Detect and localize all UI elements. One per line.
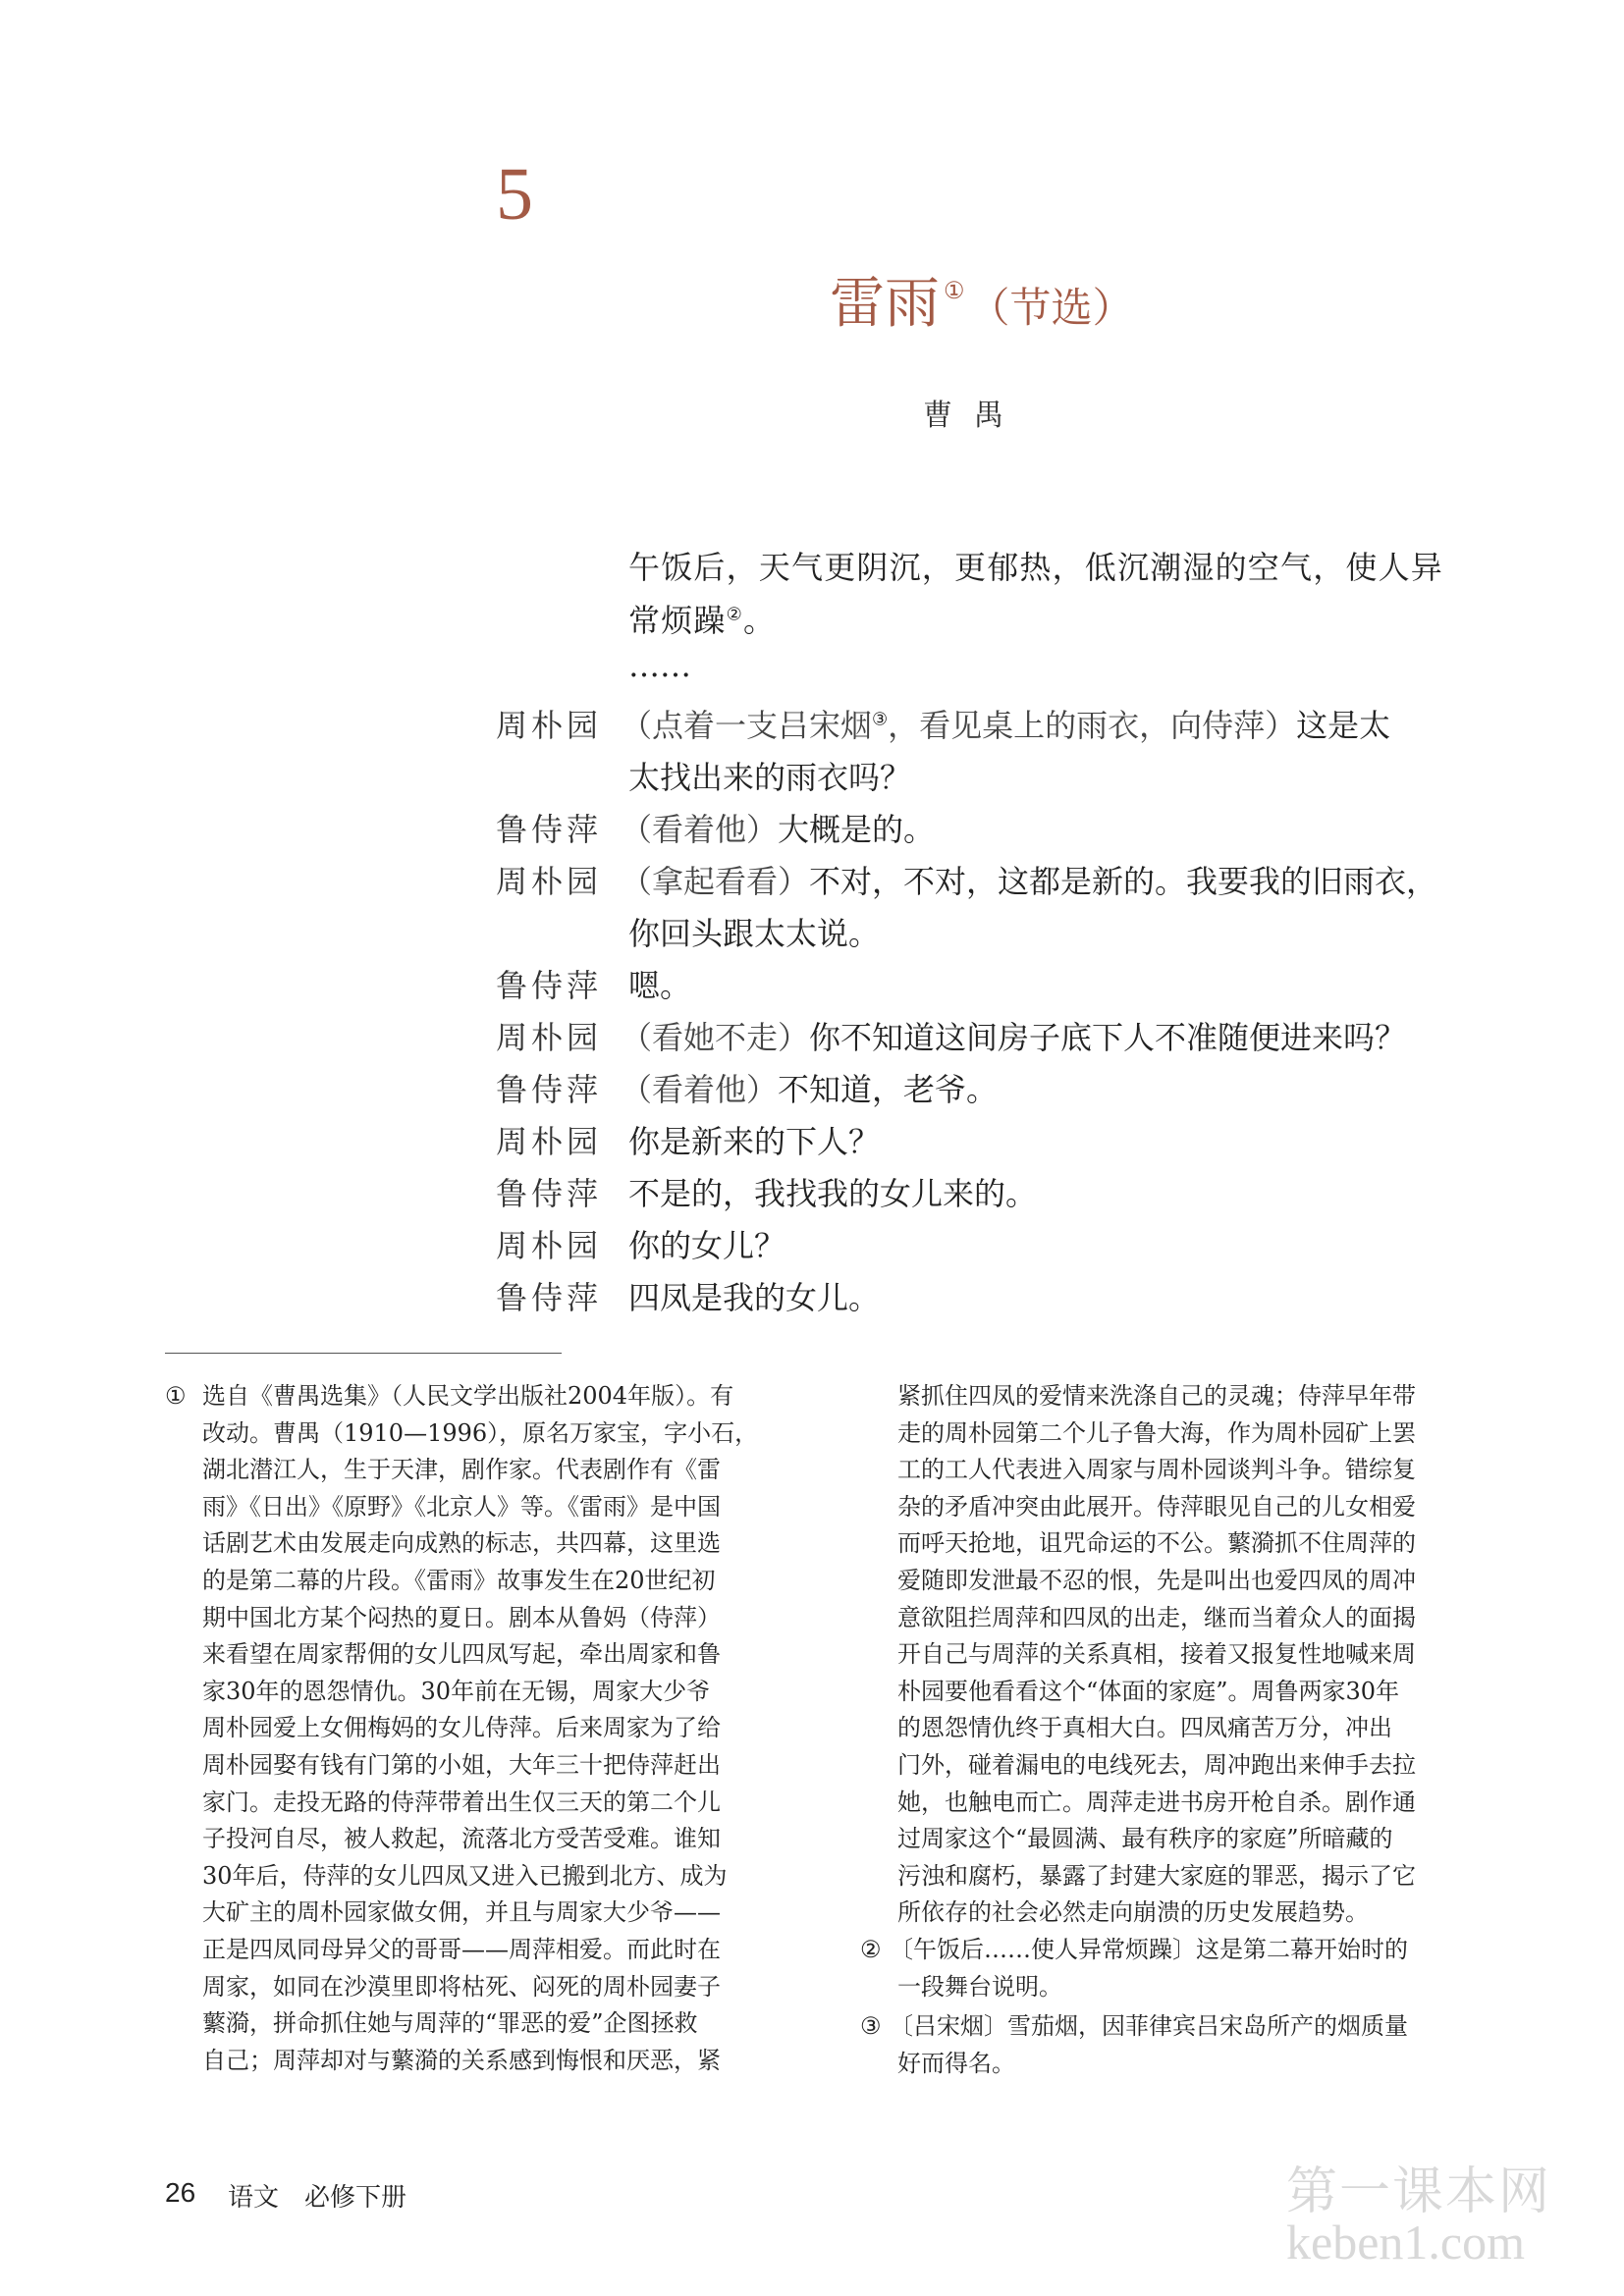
speaker-name: 鲁侍萍 [496,1279,603,1316]
footnote-line: 一段舞台说明。 [897,1973,1062,2001]
footnote-line: 爱随即发泄最不忍的恨，先是叫出也爱四凤的周冲 [897,1566,1416,1594]
footnote-number: ③ [860,2012,882,2040]
footnote-line: 自己；周萍却对与蘩漪的关系感到悔恨和厌恶，紧 [202,2046,721,2074]
footnote-line: 雨》《日出》《原野》《北京人》等。《雷雨》是中国 [202,1492,721,1521]
stage-direction: （看着他） [621,1071,779,1108]
dialogue-line [628,1175,1038,1212]
dialogue-line [621,811,936,848]
footnote-line: 子投河自尽，被人救起，流落北方受苦受难。谁知 [202,1825,721,1853]
dialogue-line [628,1279,881,1316]
dialogue-line [621,707,1391,744]
author-name: 曹禺 [923,399,1025,433]
speaker-name: 周朴园 [496,1123,603,1160]
footnote-line: 家门。走投无路的侍萍带着出生仅三天的第二个儿 [202,1788,721,1816]
footnote-line: 30年后，侍萍的女儿四凤又进入已搬到北方、成为 [202,1861,728,1890]
footnote-line: 她，也触电而亡。周萍走进书房开枪自杀。剧作通 [897,1788,1416,1816]
footnote-marker: ③ [872,709,889,730]
ellipsis: …… [628,647,691,684]
title-footnote-marker: ① [944,277,965,304]
footnote-line: 大矿主的周朴园家做女佣，并且与周家大少爷—— [202,1898,721,1927]
page-number: 26 [165,2177,196,2208]
dialogue-text: 四凤是我的女儿。 [628,1279,881,1316]
dialogue-text: 你的女儿？ [628,1227,786,1264]
dialogue-text: 不对，不对，这都是新的。我要我的旧雨衣， [809,863,1438,900]
footnote-line: 改动。曹禺（1910—1996），原名万家宝，字小石， [202,1418,759,1447]
watermark-text: 第一课本网 [1286,2163,1552,2221]
stage-direction-line [628,602,777,639]
footnote-line: 周朴园娶有钱有门第的小姐，大年三十把侍萍赶出 [202,1750,721,1779]
lesson-number: 5 [496,153,533,236]
dialogue-line [621,1071,999,1108]
footnote-line: 而呼天抢地，诅咒命运的不公。蘩漪抓不住周萍的 [897,1529,1416,1558]
footnote-line: 蘩漪，拼命抓住她与周萍的“罪恶的爱”企图拯救 [202,2009,698,2038]
footnote-line: 污浊和腐朽，暴露了封建大家庭的罪恶，揭示了它 [897,1861,1416,1890]
footnote-line: 正是四凤同母异父的哥哥——周萍相爱。而此时在 [202,1935,721,1963]
footnote-line: 走的周朴园第二个儿子鲁大海，作为周朴园矿上罢 [897,1418,1416,1447]
footnote-line: 杂的矛盾冲突由此展开。侍萍眼见自己的儿女相爱 [897,1492,1416,1521]
footnote-line: 门外，碰着漏电的电线死去，周冲跑出来伸手去拉 [897,1750,1416,1779]
footnote-right-column [897,1378,1416,1932]
dialogue-text: 不是的，我找我的女儿来的。 [628,1175,1038,1212]
footnote-line: 话剧艺术由发展走向成熟的标志，共四幕，这里选 [202,1529,721,1558]
footnote-line: 家30年的恩怨情仇。30年前在无锡，周家大少爷 [202,1677,711,1705]
dialogue-line [628,1227,786,1264]
stage-direction-text: 常烦躁 [628,602,727,639]
dialogue-line [621,1019,1407,1056]
footnote-line: 的恩怨情仇终于真相大白。四凤痛苦万分，冲出 [897,1714,1392,1742]
speaker-name: 周朴园 [496,1019,603,1056]
footnote-line: 紧抓住四凤的爱情来洗涤自己的灵魂；侍萍早年带 [897,1382,1416,1410]
dialogue-continuation: 太找出来的雨衣吗？ [628,759,912,796]
title-text: 雷雨 [830,272,940,336]
footnote-line: 〔吕宋烟〕雪茄烟，因菲律宾吕宋岛所产的烟质量 [890,2012,1408,2040]
lesson-title [830,272,1134,336]
footnote-line: 的是第二幕的片段。《雷雨》故事发生在20世纪初 [202,1566,716,1594]
watermark-url: keben1.com [1286,2215,1525,2269]
footnote-line: 周家，如同在沙漠里即将枯死、闷死的周朴园妻子 [202,1972,721,2001]
stage-direction-line: 午饭后，天气更阴沉，更郁热，低沉潮湿的空气，使人异 [628,549,1444,586]
footnote-line: 过周家这个“最圆满、最有秩序的家庭”所暗藏的 [897,1825,1393,1853]
dialogue-continuation: 你回头跟太太说。 [628,915,881,952]
speaker-name: 周朴园 [496,863,603,900]
footnote-divider [165,1353,562,1354]
stage-direction: （拿起看看） [621,863,810,900]
stage-direction: （看着他） [621,811,779,848]
footnote-line: 工的工人代表进入周家与周朴园谈判斗争。错综复 [897,1456,1416,1484]
speaker-name: 鲁侍萍 [496,811,603,848]
footnote-line: 来看望在周家帮佣的女儿四凤写起，牵出周家和鲁 [202,1640,721,1669]
footnote-number: ① [165,1382,187,1410]
footnote-line: 所依存的社会必然走向崩溃的历史发展趋势。 [897,1898,1369,1927]
dialogue-text: 大概是的。 [778,811,936,848]
stage-direction-text: 。 [742,602,777,639]
dialogue-text: 你不知道这间房子底下人不准随便进来吗？ [809,1019,1407,1056]
dialogue-text: 嗯。 [628,967,692,1004]
book-title: 语文 必修下册 [228,2183,407,2213]
stage-direction: （看她不走） [621,1019,810,1056]
speaker-name: 周朴园 [496,707,603,744]
footnote-number: ② [860,1936,882,1963]
footnote-line: 湖北潜江人，生于天津，剧作家。代表剧作有《雷 [202,1456,721,1484]
dialogue-line [628,967,692,1004]
speaker-name: 鲁侍萍 [496,967,603,1004]
speaker-name: 鲁侍萍 [496,1175,603,1212]
footnote-line: 朴园要他看看这个“体面的家庭”。周鲁两家30年 [897,1677,1400,1705]
dialogue-text: 不知道，老爷。 [778,1071,999,1108]
footnote-line: 意欲阻拦周萍和四凤的出走，继而当着众人的面揭 [897,1603,1416,1631]
footnote-line: 期中国北方某个闷热的夏日。剧本从鲁妈（侍萍） [202,1603,721,1631]
footnote-line: 开自己与周萍的关系真相，接着又报复性地喊来周 [897,1640,1416,1669]
title-subtitle: （节选） [968,284,1134,332]
dialogue-line [621,863,1438,900]
dialogue-text: 这是太 [1296,707,1391,744]
stage-direction: ，看见桌上的雨衣，向侍萍） [888,707,1297,744]
footnote-left-column [202,1378,758,2079]
speaker-name: 鲁侍萍 [496,1071,603,1108]
footnote-marker: ② [726,604,743,625]
footnote-line: 好而得名。 [897,2050,1015,2077]
footnote-line: 选自《曹禺选集》（人民文学出版社2004年版）。有 [202,1382,734,1410]
dialogue-line [628,1123,881,1160]
dialogue-text: 你是新来的下人？ [628,1123,881,1160]
stage-direction: （点着一支吕宋烟 [621,707,873,744]
speaker-name: 周朴园 [496,1227,603,1264]
footnote-line: 〔午饭后……使人异常烦躁〕这是第二幕开始时的 [890,1936,1408,1963]
footnote-line: 周朴园爱上女佣梅妈的女儿侍萍。后来周家为了给 [202,1714,721,1742]
